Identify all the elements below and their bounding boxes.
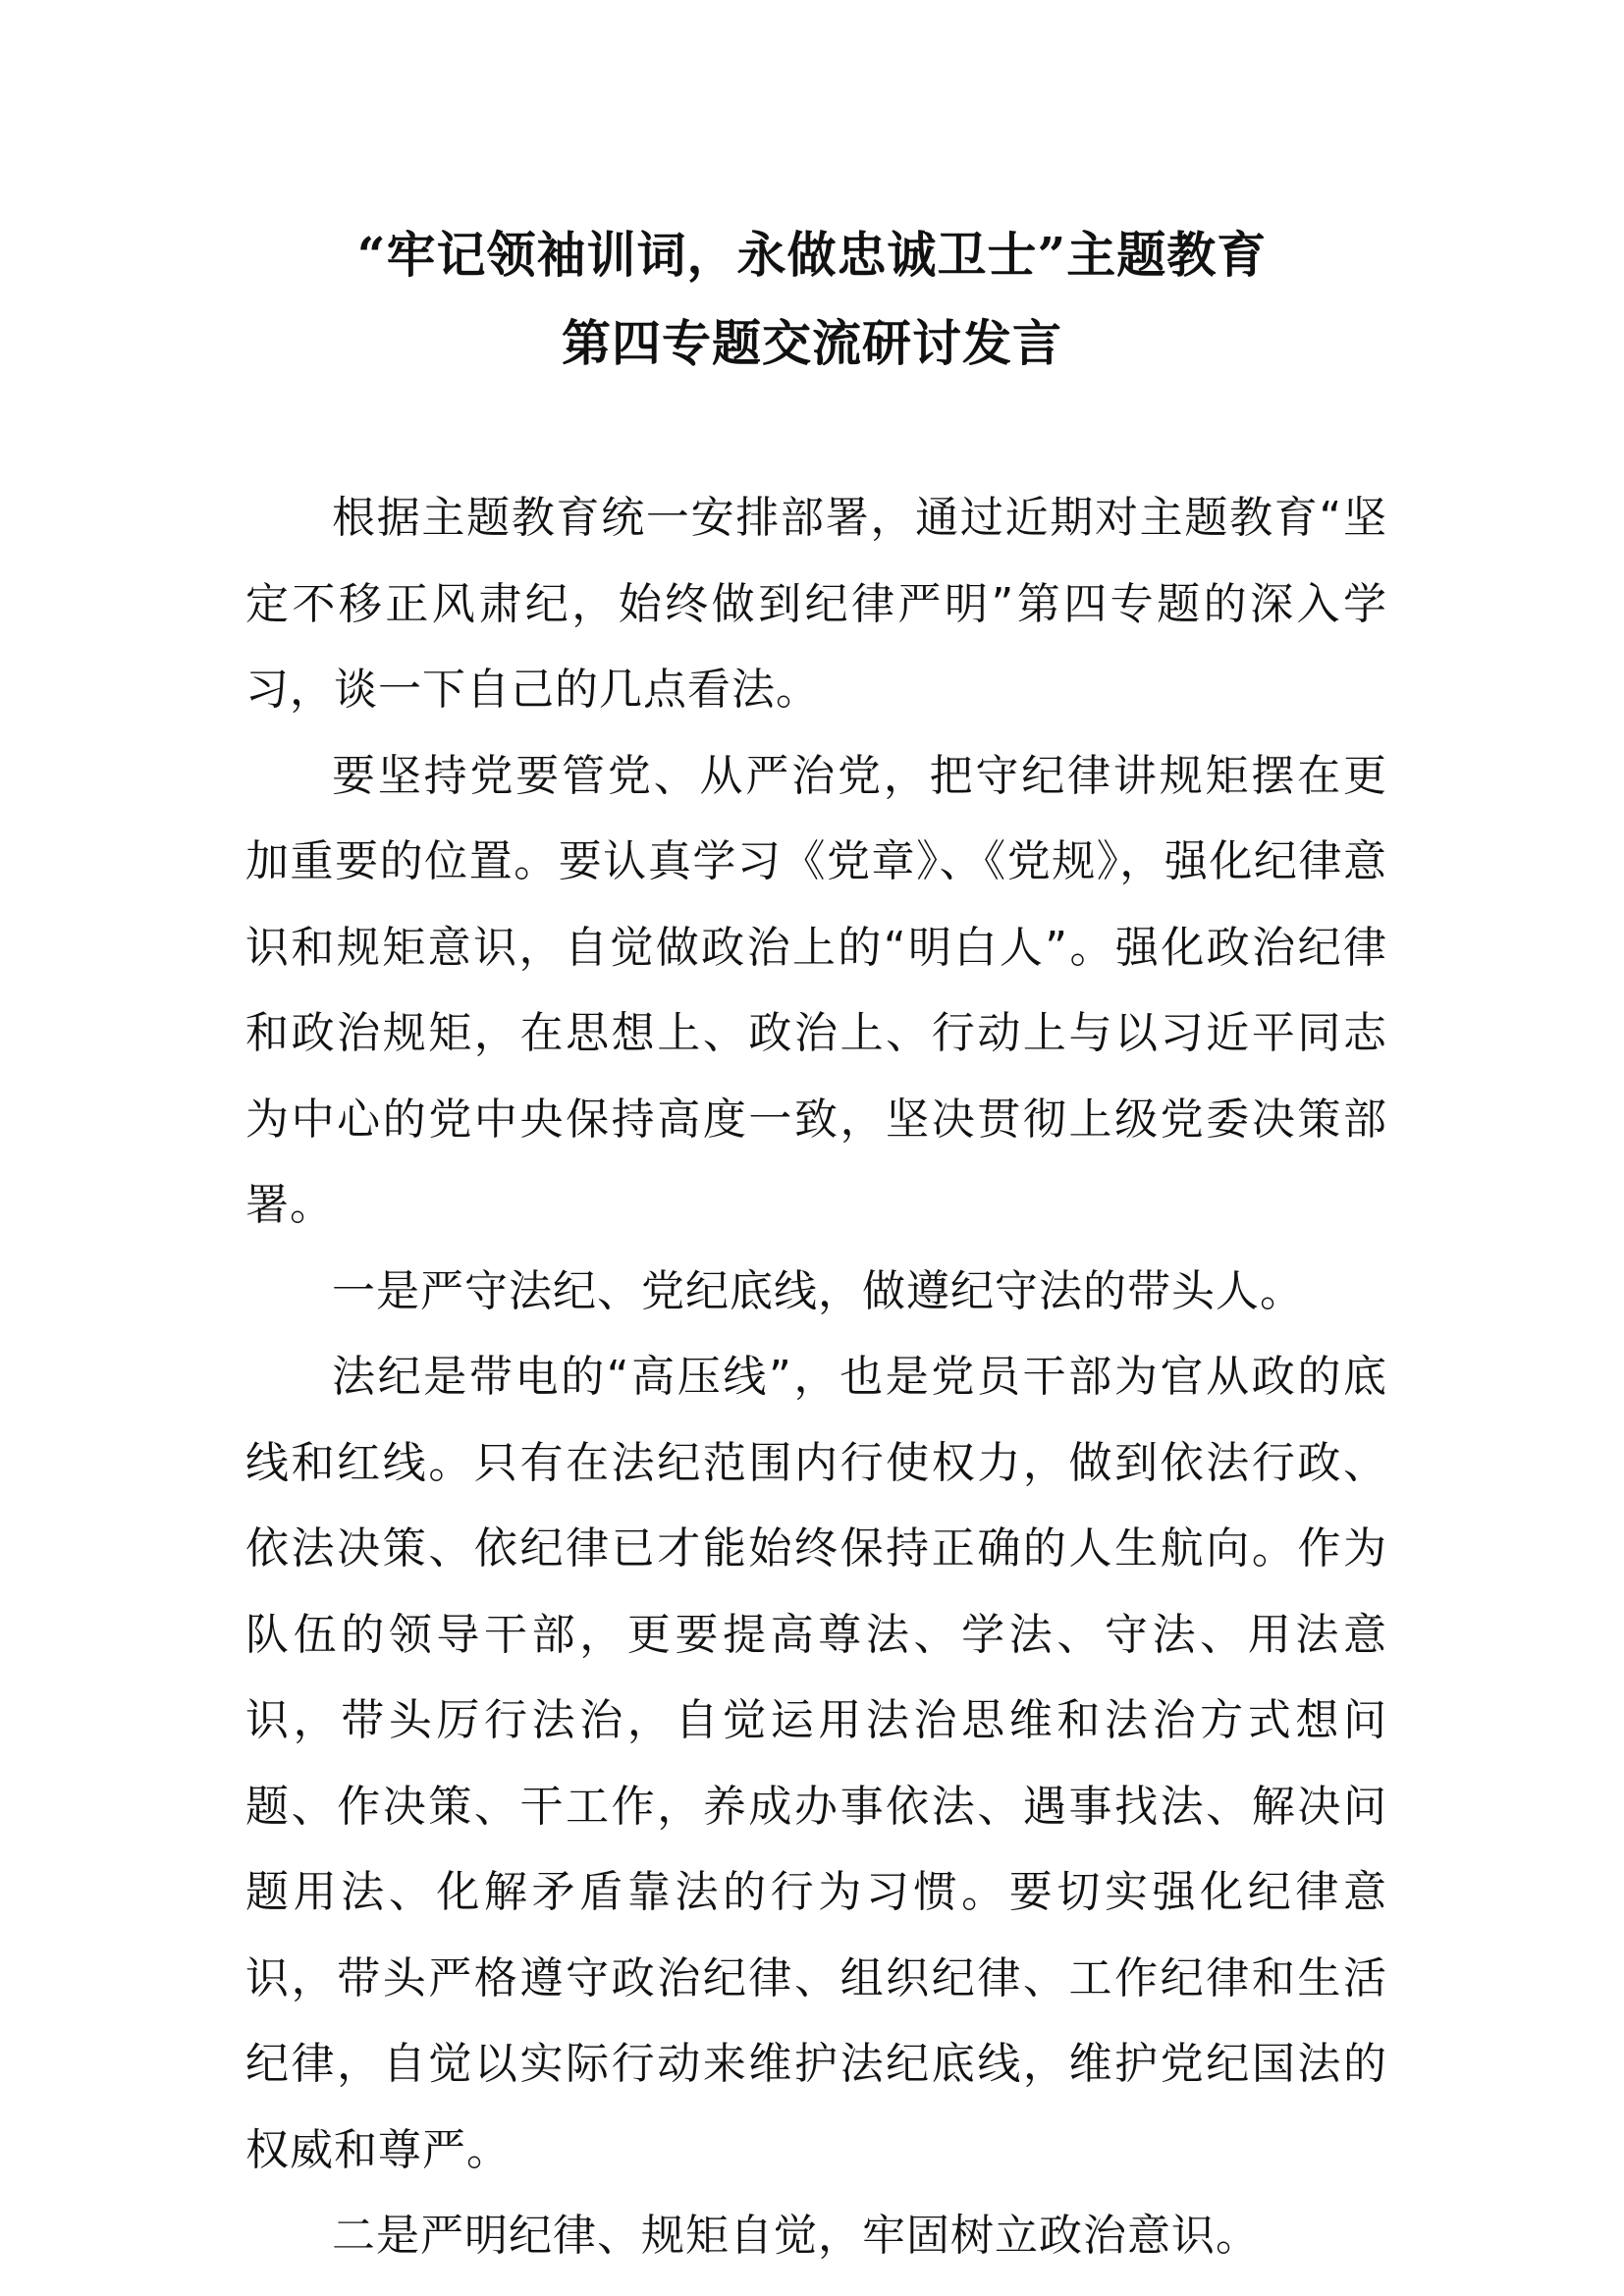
paragraph-discipline-overview: 要坚持党要管党、从严治党，把守纪律讲规矩摆在更加重要的位置。要认真学习《党章》、《党规》，强化纪律意识和规矩意识，自觉做政治上的“明白人”。强化政治纪律和政治规矩，在思想上、政治上、行动上与以习近平同志为中心的党中央保持高度一致，坚决贯彻上级党委决策部署。 <box>245 750 1387 1230</box>
paragraph-point-two-heading: 二是严明纪律、规矩自觉，牢固树立政治意识。 <box>332 2211 1260 2261</box>
paragraph-point-one-heading: 一是严守法纪、党纪底线，做遵纪守法的带头人。 <box>332 1265 1304 1316</box>
paragraph-point-one-body: 法纪是带电的“高压线”，也是党员干部为官从政的底线和红线。只有在法纪范围内行使权力，做到依法行政、依法决策、依纪律已才能始终保持正确的人生航向。作为队伍的领导干部，更要提高尊法、学法、守法、用法意识，带头厉行法治，自觉运用法治思维和法治方式想问题、作决策、干工作，养成办事依法、遇事找法、解决问题用法、化解矛盾靠法的行为习惯。要切实强化纪律意识，带头严格遵守政治纪律、组织纪律、工作纪律和生活纪律，自觉以实际行动来维护法纪底线，维护党纪国法的权威和尊严。 <box>245 1352 1387 2175</box>
document-title-line-2: 第四专题交流研讨发言 <box>562 314 1062 372</box>
document-title-line-1: “牢记领袖训词，永做忠诚卫士”主题教育 <box>356 226 1268 284</box>
paragraph-intro: 根据主题教育统一安排部署，通过近期对主题教育“坚定不移正风肃纪，始终做到纪律严明”第四专题的深入学习，谈一下自己的几点看法。 <box>245 493 1387 715</box>
document-body <box>245 475 1387 2279</box>
